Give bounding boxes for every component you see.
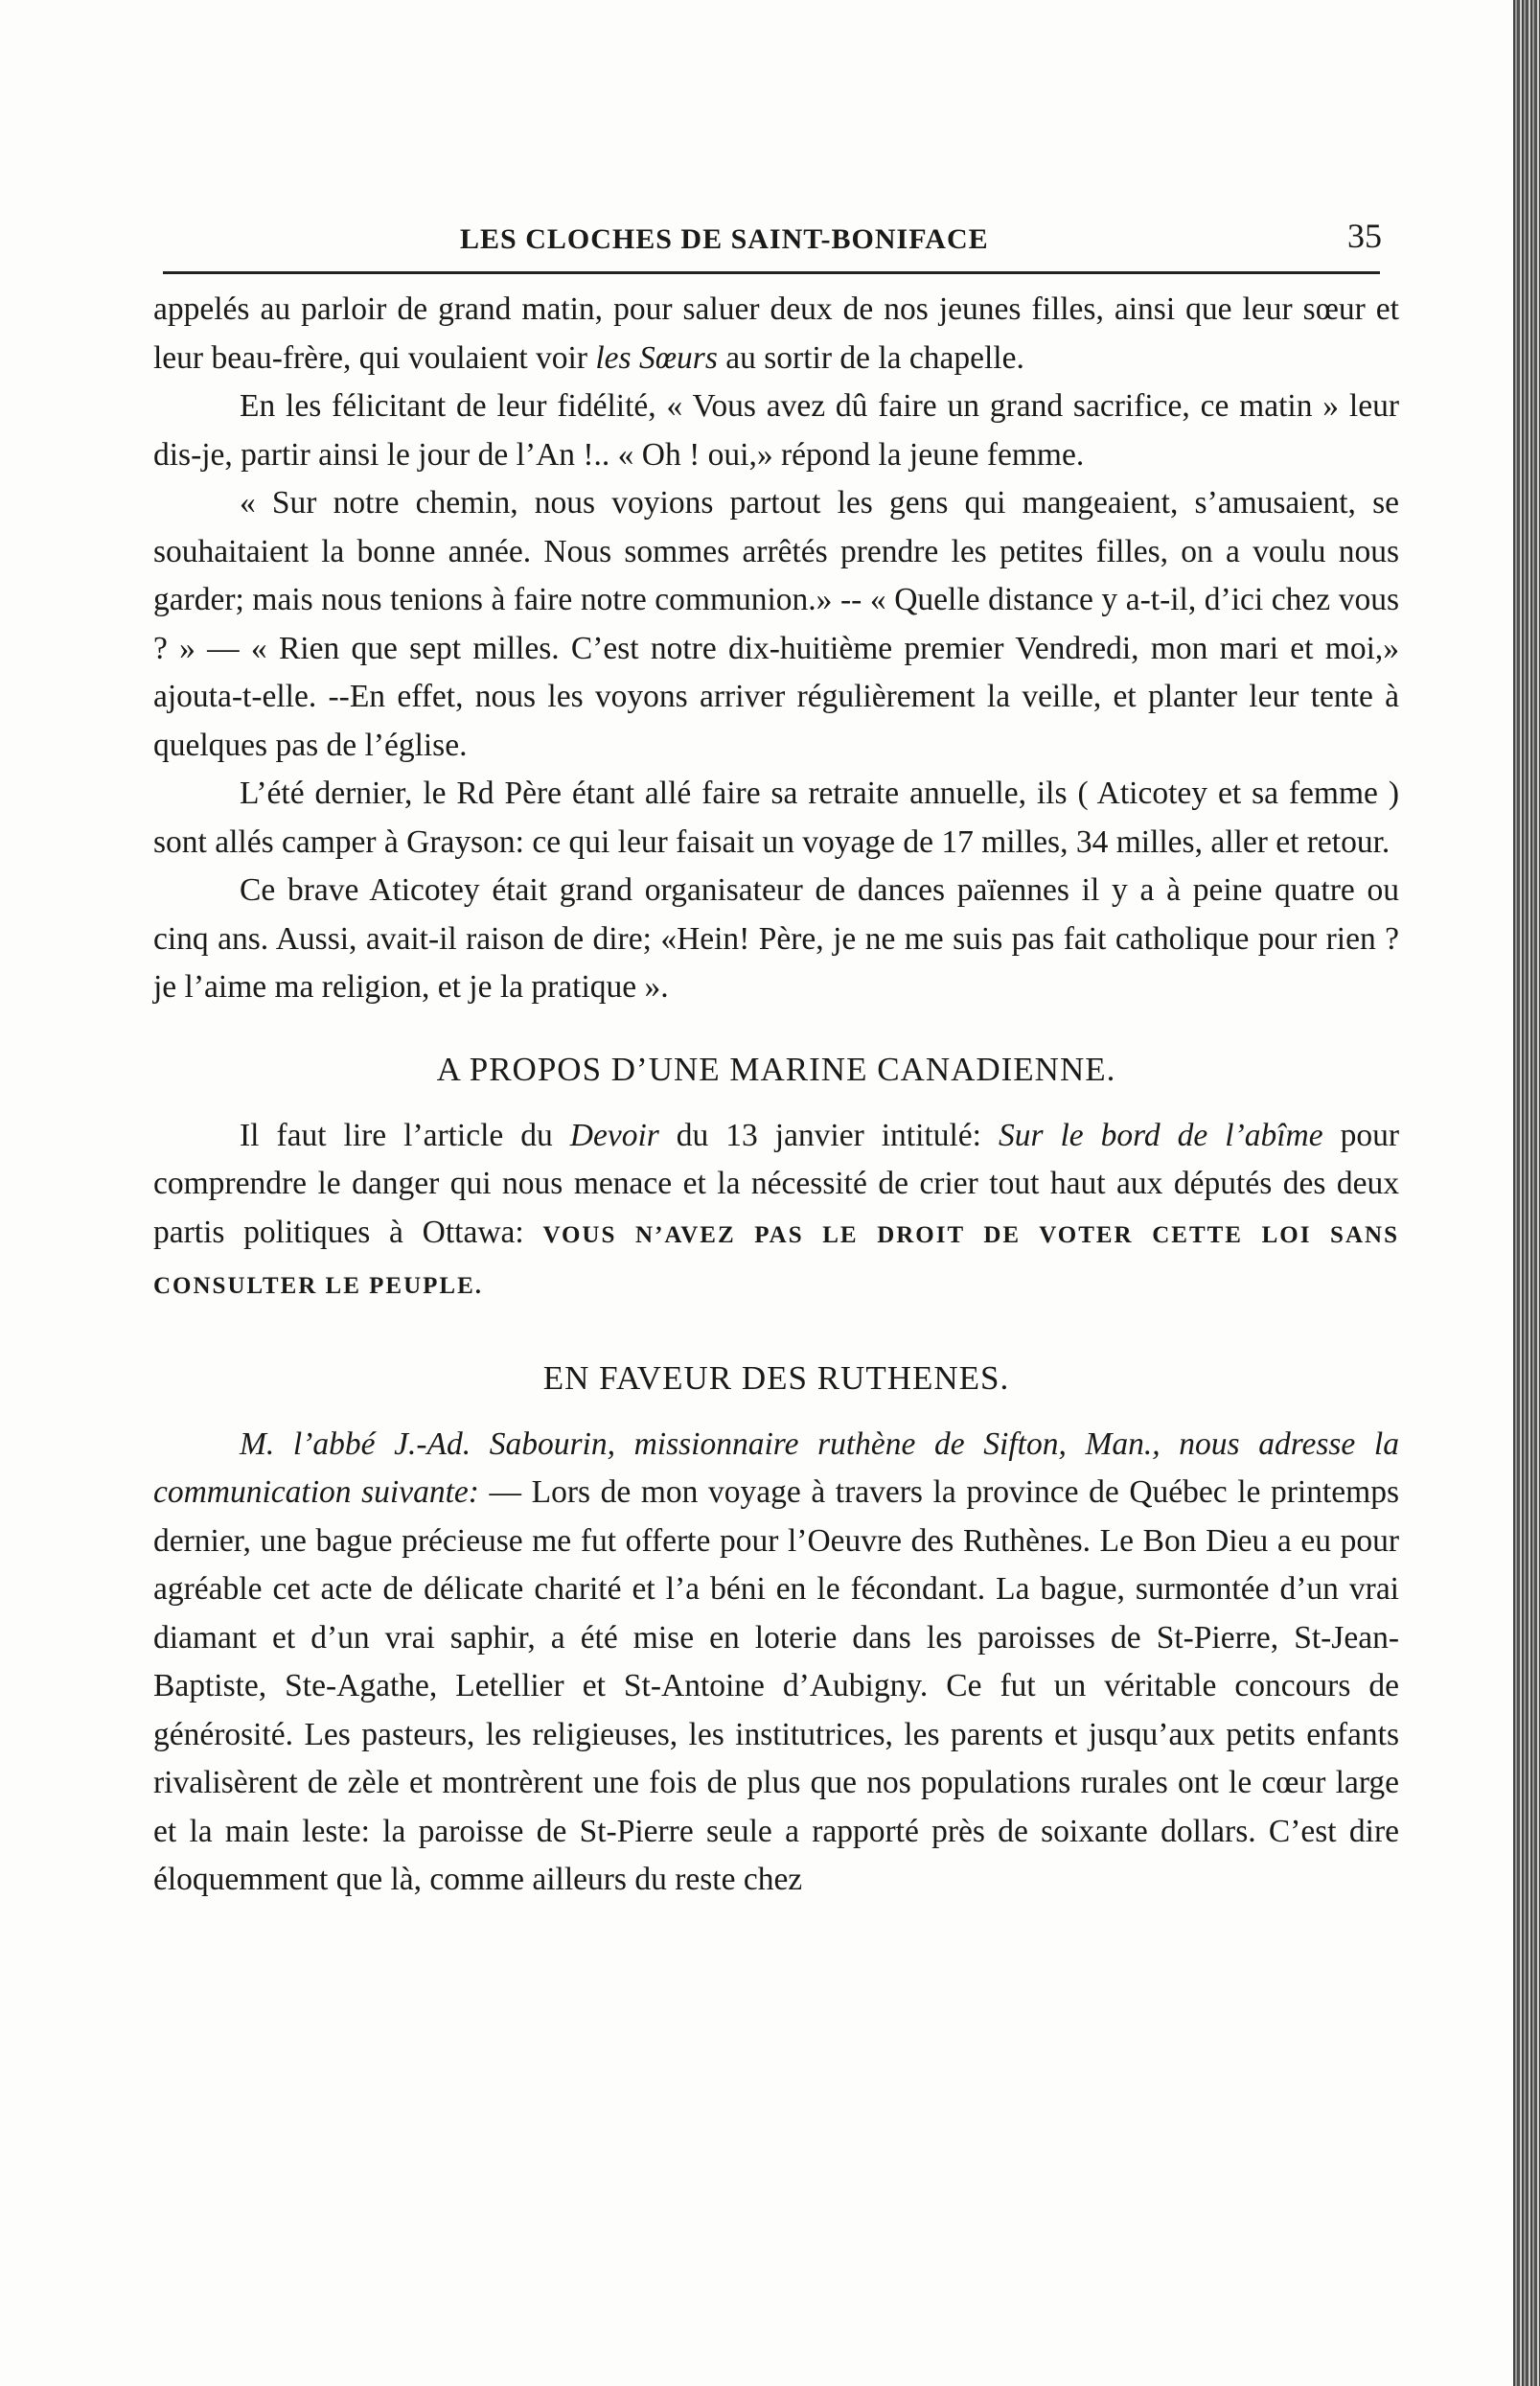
paragraph bbox=[153, 1112, 1399, 1311]
italic-text: les Sœurs bbox=[595, 339, 718, 376]
section-heading-ruthenes: EN FAVEUR DES RUTHENES. bbox=[542, 1358, 1010, 1397]
italic-text: Devoir bbox=[569, 1117, 659, 1153]
header-rule bbox=[163, 271, 1380, 274]
paragraph: « Sur notre chemin, nous voyions partout les gens qui mangeaient, s’amusaient, se souhaitaient la bonne année. Nous sommes arrêtés prendre les petites filles, on a voulu nous garder; mais nous tenions à faire notre communion.» -- « Quelle distance y a-t-il, d’ici chez vous ? » — « Rien que sept milles. C’est notre dix-huitième premier Vendredi, mon mari et moi,» ajouta-t-elle. --En effet, nous les voyons arriver régulièrement la veille, et planter leur tente à quelques pas de l’église. bbox=[153, 485, 1399, 763]
section-heading-marine: A PROPOS D’UNE MARINE CANADIENNE. bbox=[436, 1050, 1116, 1088]
section-aticotey bbox=[153, 286, 1399, 1012]
paragraph: L’été dernier, le Rd Père étant allé faire sa retraite annuelle, ils ( Aticotey et sa femme ) sont allés camper à Grayson: ce qui leur faisait un voyage de 17 milles, 34 milles, aller et retour. bbox=[153, 776, 1399, 860]
page-content bbox=[153, 206, 1399, 1905]
page-number: 35 bbox=[1347, 217, 1382, 255]
text-run: du 13 janvier intitulé: bbox=[658, 1117, 999, 1153]
section-ruthenes bbox=[153, 1421, 1399, 1905]
text-run: Il faut lire l’article du bbox=[240, 1117, 570, 1153]
text-run: pour comprendre le danger qui nous menace et la nécessité de crier tout haut aux députés des deux partis politiques à Ottawa: bbox=[153, 1117, 1399, 1250]
text-run: appelés au parloir de grand matin, pour saluer deux de nos jeunes filles, ainsi que leur sœur et leur beau-frère, qui voulaient voir bbox=[153, 291, 1399, 376]
italic-text: M. l’abbé J.-Ad. Sabourin, missionnaire ruthène de Sifton, Man., nous adresse la communication suivante: bbox=[153, 1425, 1399, 1510]
paragraph bbox=[153, 1421, 1399, 1905]
running-title: LES CLOCHES DE SAINT-BONIFACE bbox=[460, 223, 989, 255]
paragraph: Ce brave Aticotey était grand organisateur de dances païennes il y a à peine quatre ou cinq ans. Aussi, avait-il raison de dire; «Hein! Père, je ne me suis pas fait catholique pour rien ? je l’aime ma religion, et je la pratique ». bbox=[153, 872, 1399, 1005]
italic-text: Sur le bord de l’abîme bbox=[998, 1117, 1323, 1153]
smallcaps-text: VOUS N’AVEZ PAS LE DROIT DE VOTER CETTE LOI SANS CONSULTER LE PEUPLE. bbox=[153, 1221, 1399, 1299]
book-spine-edge bbox=[1513, 0, 1540, 2386]
page-header bbox=[153, 206, 1399, 264]
text-run: au sortir de la chapelle. bbox=[717, 339, 1024, 376]
paragraph: En les félicitant de leur fidélité, « Vous avez dû faire un grand sacrifice, ce matin » leur dis-je, partir ainsi le jour de l’An !.. « Oh ! oui,» répond la jeune femme. bbox=[153, 388, 1399, 473]
paragraph bbox=[153, 286, 1399, 382]
section-marine bbox=[153, 1112, 1399, 1311]
text-run: — Lors de mon voyage à travers la province de Québec le printemps dernier, une bague précieuse me fut offerte pour l’Oeuvre des Ruthènes. Le Bon Dieu a eu pour agréable cet acte de délicate charité et l’a béni en le fécondant. La bague, surmontée d’un vrai diamant et d’un vrai saphir, a été mise en loterie dans les paroisses de St-Pierre, St-Jean-Baptiste, Ste-Agathe, Letellier et St-Antoine d’Aubigny. Ce fut un véritable concours de générosité. Les pasteurs, les religieuses, les institutrices, les parents et jusqu’aux petits enfants rivalisèrent de zèle et montrèrent une fois de plus que nos populations rurales ont le cœur large et la main leste: la paroisse de St-Pierre seule a rapporté près de soixante dollars. C’est dire éloquemment que là, comme ailleurs du reste chez bbox=[153, 1474, 1399, 1897]
